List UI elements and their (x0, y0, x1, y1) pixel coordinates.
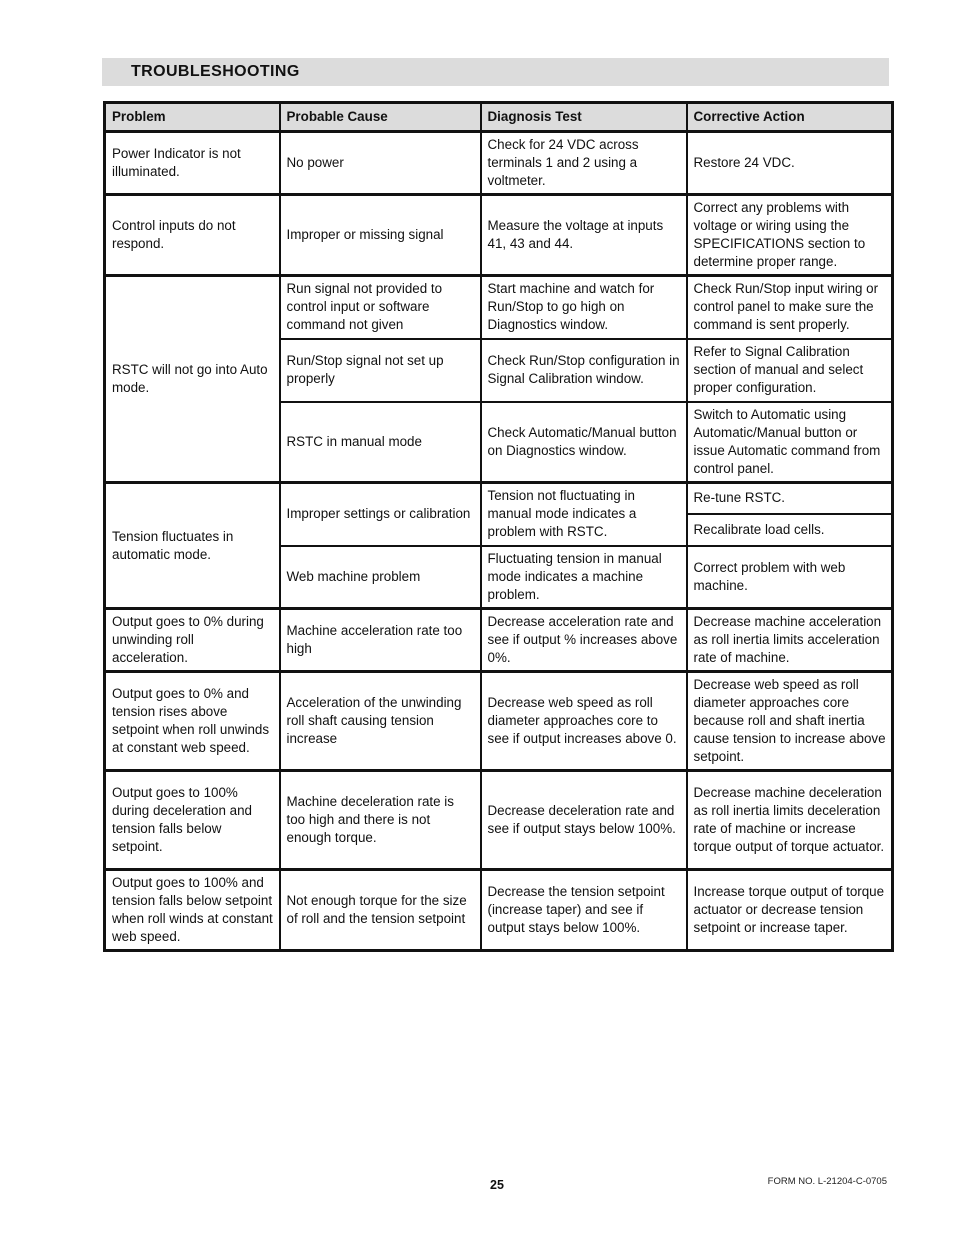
cause-cell: RSTC in manual mode (280, 402, 481, 483)
test-cell: Check for 24 VDC across terminals 1 and 2 using a voltmeter. (481, 132, 687, 195)
problem-cell: Output goes to 100% during deceleration and tension falls below setpoint. (105, 771, 280, 870)
test-cell: Decrease web speed as roll diameter approaches core to see if output increases above 0. (481, 672, 687, 771)
action-cell: Increase torque output of torque actuator or decrease tension setpoint or increase taper. (687, 870, 893, 951)
action-cell: Recalibrate load cells. (687, 514, 893, 546)
section-header (102, 58, 889, 86)
action-cell: Decrease machine deceleration as roll inertia limits deceleration rate of machine or increase torque output of torque actuator. (687, 771, 893, 870)
test-cell: Check Run/Stop configuration in Signal Calibration window. (481, 339, 687, 402)
action-cell: Check Run/Stop input wiring or control panel to make sure the command is sent properly. (687, 276, 893, 339)
action-cell: Correct any problems with voltage or wiring using the SPECIFICATIONS section to determine proper range. (687, 195, 893, 276)
table-row (105, 672, 893, 771)
table-row (105, 870, 893, 951)
cause-cell: Machine acceleration rate too high (280, 609, 481, 672)
section-title: TROUBLESHOOTING (131, 63, 300, 80)
cause-cell: Machine deceleration rate is too high and there is not enough torque. (280, 771, 481, 870)
test-cell: Fluctuating tension in manual mode indicates a machine problem. (481, 546, 687, 609)
action-cell: Refer to Signal Calibration section of manual and select proper configuration. (687, 339, 893, 402)
table-header-row (105, 103, 893, 132)
test-cell: Tension not fluctuating in manual mode indicates a problem with RSTC. (481, 483, 687, 546)
form-number: FORM NO. L-21204-C-0705 (767, 1176, 887, 1187)
problem-cell: Output goes to 0% and tension rises above setpoint when roll unwinds at constant web speed. (105, 672, 280, 771)
cause-cell: Acceleration of the unwinding roll shaft causing tension increase (280, 672, 481, 771)
table-row (105, 132, 893, 195)
test-cell: Decrease the tension setpoint (increase taper) and see if output stays below 100%. (481, 870, 687, 951)
test-cell: Measure the voltage at inputs 41, 43 and 44. (481, 195, 687, 276)
action-cell: Correct problem with web machine. (687, 546, 893, 609)
cause-cell: Not enough torque for the size of roll and the tension setpoint (280, 870, 481, 951)
action-cell: Restore 24 VDC. (687, 132, 893, 195)
cause-cell: No power (280, 132, 481, 195)
page-number: 25 (490, 1178, 504, 1192)
problem-cell: Tension fluctuates in automatic mode. (105, 483, 280, 609)
header-probable-cause: Probable Cause (280, 103, 481, 132)
table-row (105, 483, 893, 514)
test-cell: Decrease deceleration rate and see if output stays below 100%. (481, 771, 687, 870)
action-cell: Decrease web speed as roll diameter approaches core because roll and shaft inertia cause tension to increase above setpoint. (687, 672, 893, 771)
test-cell: Check Automatic/Manual button on Diagnostics window. (481, 402, 687, 483)
cause-cell: Run/Stop signal not set up properly (280, 339, 481, 402)
cause-cell: Improper or missing signal (280, 195, 481, 276)
cause-cell: Improper settings or calibration (280, 483, 481, 546)
test-cell: Start machine and watch for Run/Stop to go high on Diagnostics window. (481, 276, 687, 339)
table-row (105, 195, 893, 276)
problem-cell: Control inputs do not respond. (105, 195, 280, 276)
action-cell: Re-tune RSTC. (687, 483, 893, 514)
header-corrective-action: Corrective Action (687, 103, 893, 132)
problem-cell: Power Indicator is not illuminated. (105, 132, 280, 195)
action-cell: Switch to Automatic using Automatic/Manual button or issue Automatic command from control panel. (687, 402, 893, 483)
action-cell: Decrease machine acceleration as roll inertia limits acceleration rate of machine. (687, 609, 893, 672)
cause-cell: Web machine problem (280, 546, 481, 609)
table-row (105, 609, 893, 672)
problem-cell: RSTC will not go into Auto mode. (105, 276, 280, 483)
problem-cell: Output goes to 0% during unwinding roll acceleration. (105, 609, 280, 672)
troubleshooting-table (103, 101, 894, 952)
table-row (105, 276, 893, 339)
test-cell: Decrease acceleration rate and see if output % increases above 0%. (481, 609, 687, 672)
header-diagnosis-test: Diagnosis Test (481, 103, 687, 132)
header-problem: Problem (105, 103, 280, 132)
cause-cell: Run signal not provided to control input or software command not given (280, 276, 481, 339)
table-row (105, 771, 893, 870)
problem-cell: Output goes to 100% and tension falls below setpoint when roll winds at constant web speed. (105, 870, 280, 951)
